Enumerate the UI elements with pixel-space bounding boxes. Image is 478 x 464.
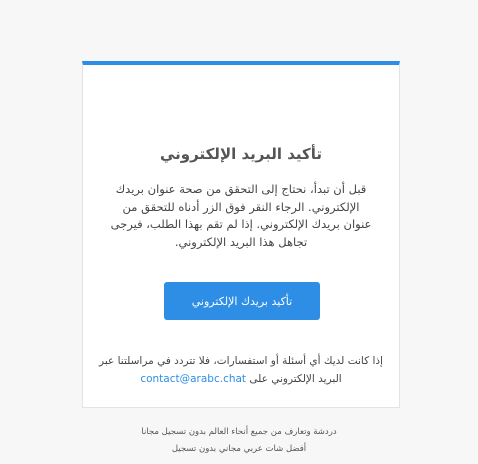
- email-body-text: قبل أن تبدأ، نحتاج إلى التحقق من صحة عنوان بريدك الإلكتروني. الرجاء النقر فوق الزر أدناه للتحقق من عنوان بريدك الإلكتروني. إذا لم تقم بهذا الطلب، فيرجى تجاهل هذا البريد الإلكتروني.: [110, 182, 372, 249]
- confirm-email-button[interactable]: تأكيد بريدك الإلكتروني: [164, 282, 320, 320]
- footer: [0, 424, 478, 458]
- email-card: [82, 61, 400, 408]
- contact-email-link[interactable]: contact@arabc.chat: [140, 373, 247, 385]
- email-title: تأكيد البريد الإلكتروني: [160, 145, 322, 163]
- contact-message: إذا كانت لديك أي أسئلة أو استفسارات، فلا تتردد في مراسلتنا عبر البريد الإلكتروني على: [99, 355, 383, 385]
- footer-line-2: أفضل شات عربي مجاني بدون تسجيل: [171, 444, 307, 454]
- footer-line-1: دردشة وتعارف من جميع أنحاء العالم بدون تسجيل مجانا: [141, 427, 337, 437]
- contact-text: [97, 352, 385, 388]
